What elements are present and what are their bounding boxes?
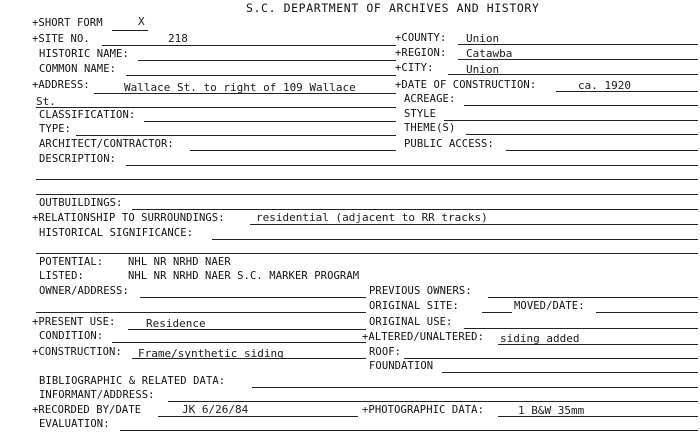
description-line-2 [36,179,698,180]
architect-label: ARCHITECT/CONTRACTOR: [39,138,174,150]
classification-label: CLASSIFICATION: [39,109,136,121]
public-access-line [506,150,698,151]
foundation-line [442,372,698,373]
potential-options: NHL NR NRHD NAER [128,256,231,268]
recorded-label: +RECORDED BY/DATE [32,404,142,416]
listed-options: NHL NR NRHD NAER S.C. MARKER PROGRAM [128,270,360,282]
common-name-label: COMMON NAME: [39,63,117,75]
historical-significance-line-2 [36,253,698,254]
address-value: Wallace St. to right of 109 Wallace [124,81,356,94]
site-no-value: 218 [168,32,188,45]
photographic-line [498,416,698,417]
construction-label: +CONSTRUCTION: [32,346,122,358]
region-line [458,59,698,60]
altered-value: siding added [500,332,580,345]
date-construction-label: +DATE OF CONSTRUCTION: [395,79,537,91]
evaluation-line [120,430,698,431]
relationship-value: residential (adjacent to RR tracks) [256,211,488,224]
informant-line [168,401,698,402]
style-label: STYLE [404,108,437,120]
themes-line [466,134,698,135]
common-name-line [126,75,396,76]
owner-address-line-2 [36,312,366,313]
short-form-value: X [138,15,145,28]
form-title: S.C. DEPARTMENT OF ARCHIVES AND HISTORY [246,1,540,15]
themes-label: THEME(S) [404,122,456,134]
style-line [444,120,698,121]
owner-address-label: OWNER/ADDRESS: [39,285,129,297]
original-use-label: ORIGINAL USE: [369,316,453,328]
recorded-value: JK 6/26/84 [182,403,249,416]
date-construction-line [556,91,698,92]
historical-significance-line [212,239,698,240]
short-form-line [112,30,148,31]
city-line [448,74,698,75]
original-site-line [482,312,512,313]
photographic-value: 1 B&W 35mm [518,404,585,417]
owner-address-line [140,297,366,298]
present-use-label: +PRESENT USE: [32,316,116,328]
original-use-line [464,328,698,329]
relationship-label: +RELATIONSHIP TO SURROUNDINGS: [32,212,225,224]
bibliographic-label: BIBLIOGRAPHIC & RELATED DATA: [39,375,226,387]
evaluation-label: EVALUATION: [39,418,110,430]
region-label: +REGION: [395,47,447,59]
outbuildings-label: OUTBUILDINGS: [39,197,123,209]
foundation-label: FOUNDATION [369,360,434,372]
photographic-label: +PHOTOGRAPHIC DATA: [362,404,485,416]
historical-significance-label: HISTORICAL SIGNIFICANCE: [39,227,194,239]
county-line [458,44,698,45]
architect-line [190,150,396,151]
description-line-1 [126,165,698,166]
present-use-line [128,329,366,330]
present-use-value: Residence [146,317,206,330]
moved-date-label: MOVED/DATE: [514,300,585,312]
site-no-line [102,45,396,46]
listed-label: LISTED: [39,270,84,282]
acreage-label: ACREAGE: [404,93,456,105]
city-label: +CITY: [395,62,434,74]
condition-line [112,342,366,343]
address-value-cont: St. [36,95,56,108]
county-label: +COUNTY: [395,32,447,44]
historic-name-label: HISTORIC NAME: [39,48,129,60]
previous-owners-label: PREVIOUS OWNERS: [369,285,472,297]
description-line-3 [36,194,698,195]
type-line [76,135,396,136]
date-construction-value: ca. 1920 [578,79,631,92]
site-no-label: +SITE NO. [32,33,90,45]
description-label: DESCRIPTION: [39,153,117,165]
potential-label: POTENTIAL: [39,256,104,268]
moved-date-line [596,312,698,313]
acreage-line [464,105,698,106]
public-access-label: PUBLIC ACCESS: [404,138,494,150]
city-value: Union [466,63,500,76]
county-value: Union [466,32,500,45]
roof-label: ROOF: [369,346,402,358]
informant-label: INFORMANT/ADDRESS: [39,389,155,401]
altered-line [498,344,698,345]
condition-label: CONDITION: [39,330,104,342]
original-site-label: ORIGINAL SITE: [369,300,459,312]
region-value: Catawba [466,47,513,60]
construction-value: Frame/synthetic siding [138,347,284,360]
recorded-line [158,416,358,417]
altered-label: +ALTERED/UNALTERED: [362,331,485,343]
address-label: +ADDRESS: [32,79,90,91]
bibliographic-line [252,387,698,388]
address-line [94,93,396,94]
construction-line [132,358,366,359]
outbuildings-line [132,209,698,210]
historic-name-line [138,60,396,61]
relationship-line [250,224,698,225]
type-label: TYPE: [39,123,72,135]
previous-owners-line [488,297,698,298]
short-form-label: +SHORT FORM [32,17,103,29]
roof-line [404,358,698,359]
classification-line [144,121,396,122]
address-line-2 [36,107,396,108]
